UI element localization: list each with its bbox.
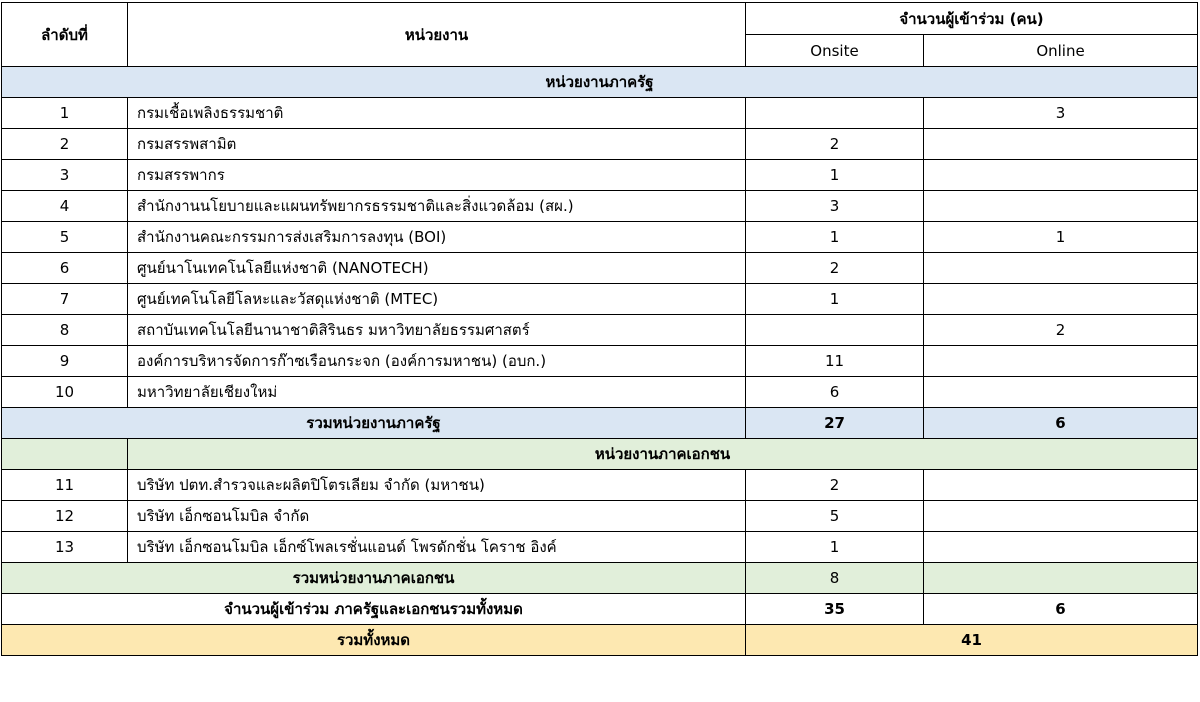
online-count: [924, 191, 1198, 222]
grand-total-label: รวมทั้งหมด: [2, 625, 746, 656]
private-section-title: หน่วยงานภาคเอกชน: [128, 439, 1198, 470]
table-row: [2, 501, 1198, 532]
private-section-row: [2, 439, 1198, 470]
agency-name: ศูนย์เทคโนโลยีโลหะและวัสดุแห่งชาติ (MTEC): [128, 284, 746, 315]
private-section-spacer: [2, 439, 128, 470]
onsite-count: 11: [746, 346, 924, 377]
government-total-label: รวมหน่วยงานภาครัฐ: [2, 408, 746, 439]
agency-name: สำนักงานนโยบายและแผนทรัพยากรธรรมชาติและสิ่งแวดล้อม (สผ.): [128, 191, 746, 222]
agency-name: ศูนย์นาโนเทคโนโลยีแห่งชาติ (NANOTECH): [128, 253, 746, 284]
online-count: 3: [924, 98, 1198, 129]
table-row: [2, 532, 1198, 563]
online-count: [924, 129, 1198, 160]
participants-table: [1, 2, 1198, 656]
table-row: [2, 346, 1198, 377]
combined-total-row: [2, 594, 1198, 625]
private-total-row: [2, 563, 1198, 594]
online-count: [924, 253, 1198, 284]
combined-total-onsite: 35: [746, 594, 924, 625]
online-count: [924, 532, 1198, 563]
row-number: 10: [2, 377, 128, 408]
government-total-online: 6: [924, 408, 1198, 439]
online-count: [924, 160, 1198, 191]
agency-name: กรมสรรพสามิต: [128, 129, 746, 160]
online-count: [924, 346, 1198, 377]
agency-name: บริษัท เอ็กซอนโมบิล จำกัด: [128, 501, 746, 532]
onsite-count: 1: [746, 284, 924, 315]
row-number: 9: [2, 346, 128, 377]
agency-name: กรมเชื้อเพลิงธรรมชาติ: [128, 98, 746, 129]
agency-name: สำนักงานคณะกรรมการส่งเสริมการลงทุน (BOI): [128, 222, 746, 253]
onsite-count: 1: [746, 160, 924, 191]
table-row: [2, 253, 1198, 284]
agency-name: องค์การบริหารจัดการก๊าซเรือนกระจก (องค์การมหาชน) (อบก.): [128, 346, 746, 377]
private-total-onsite: 8: [746, 563, 924, 594]
agency-name: มหาวิทยาลัยเชียงใหม่: [128, 377, 746, 408]
row-number: 12: [2, 501, 128, 532]
combined-total-label: จำนวนผู้เข้าร่วม ภาครัฐและเอกชนรวมทั้งหมด: [2, 594, 746, 625]
online-count: [924, 284, 1198, 315]
grand-total-row: [2, 625, 1198, 656]
onsite-count: 2: [746, 129, 924, 160]
online-count: [924, 501, 1198, 532]
row-number: 4: [2, 191, 128, 222]
table-row: [2, 98, 1198, 129]
table-row: [2, 191, 1198, 222]
government-total-onsite: 27: [746, 408, 924, 439]
onsite-count: 6: [746, 377, 924, 408]
online-count: [924, 377, 1198, 408]
grand-total-value: 41: [746, 625, 1198, 656]
table-row: [2, 222, 1198, 253]
row-number: 2: [2, 129, 128, 160]
header-onsite: Onsite: [746, 35, 924, 67]
onsite-count: [746, 315, 924, 346]
online-count: [924, 470, 1198, 501]
row-number: 13: [2, 532, 128, 563]
government-total-row: [2, 408, 1198, 439]
participants-sheet: [1, 2, 1197, 656]
table-row: [2, 315, 1198, 346]
table-row: [2, 129, 1198, 160]
agency-name: กรมสรรพากร: [128, 160, 746, 191]
row-number: 1: [2, 98, 128, 129]
agency-name: บริษัท เอ็กซอนโมบิล เอ็กซ์โพลเรชั่นแอนด์ โพรดักชั่น โคราช อิงค์: [128, 532, 746, 563]
combined-total-online: 6: [924, 594, 1198, 625]
agency-name: สถาบันเทคโนโลยีนานาชาติสิรินธร มหาวิทยาลัยธรรมศาสตร์: [128, 315, 746, 346]
onsite-count: 2: [746, 253, 924, 284]
onsite-count: [746, 98, 924, 129]
onsite-count: 1: [746, 222, 924, 253]
online-count: 2: [924, 315, 1198, 346]
row-number: 7: [2, 284, 128, 315]
header-no: ลำดับที่: [2, 3, 128, 67]
row-number: 8: [2, 315, 128, 346]
private-total-label: รวมหน่วยงานภาคเอกชน: [2, 563, 746, 594]
row-number: 11: [2, 470, 128, 501]
table-row: [2, 160, 1198, 191]
online-count: 1: [924, 222, 1198, 253]
private-total-online: [924, 563, 1198, 594]
agency-name: บริษัท ปตท.สำรวจและผลิตปิโตรเลียม จำกัด (มหาชน): [128, 470, 746, 501]
government-section-title: หน่วยงานภาครัฐ: [2, 67, 1198, 98]
header-participants: จำนวนผู้เข้าร่วม (คน): [746, 3, 1198, 35]
table-row: [2, 284, 1198, 315]
row-number: 5: [2, 222, 128, 253]
header-agency: หน่วยงาน: [128, 3, 746, 67]
table-row: [2, 377, 1198, 408]
onsite-count: 3: [746, 191, 924, 222]
onsite-count: 2: [746, 470, 924, 501]
header-online: Online: [924, 35, 1198, 67]
onsite-count: 5: [746, 501, 924, 532]
government-section-row: [2, 67, 1198, 98]
onsite-count: 1: [746, 532, 924, 563]
table-row: [2, 470, 1198, 501]
row-number: 3: [2, 160, 128, 191]
row-number: 6: [2, 253, 128, 284]
